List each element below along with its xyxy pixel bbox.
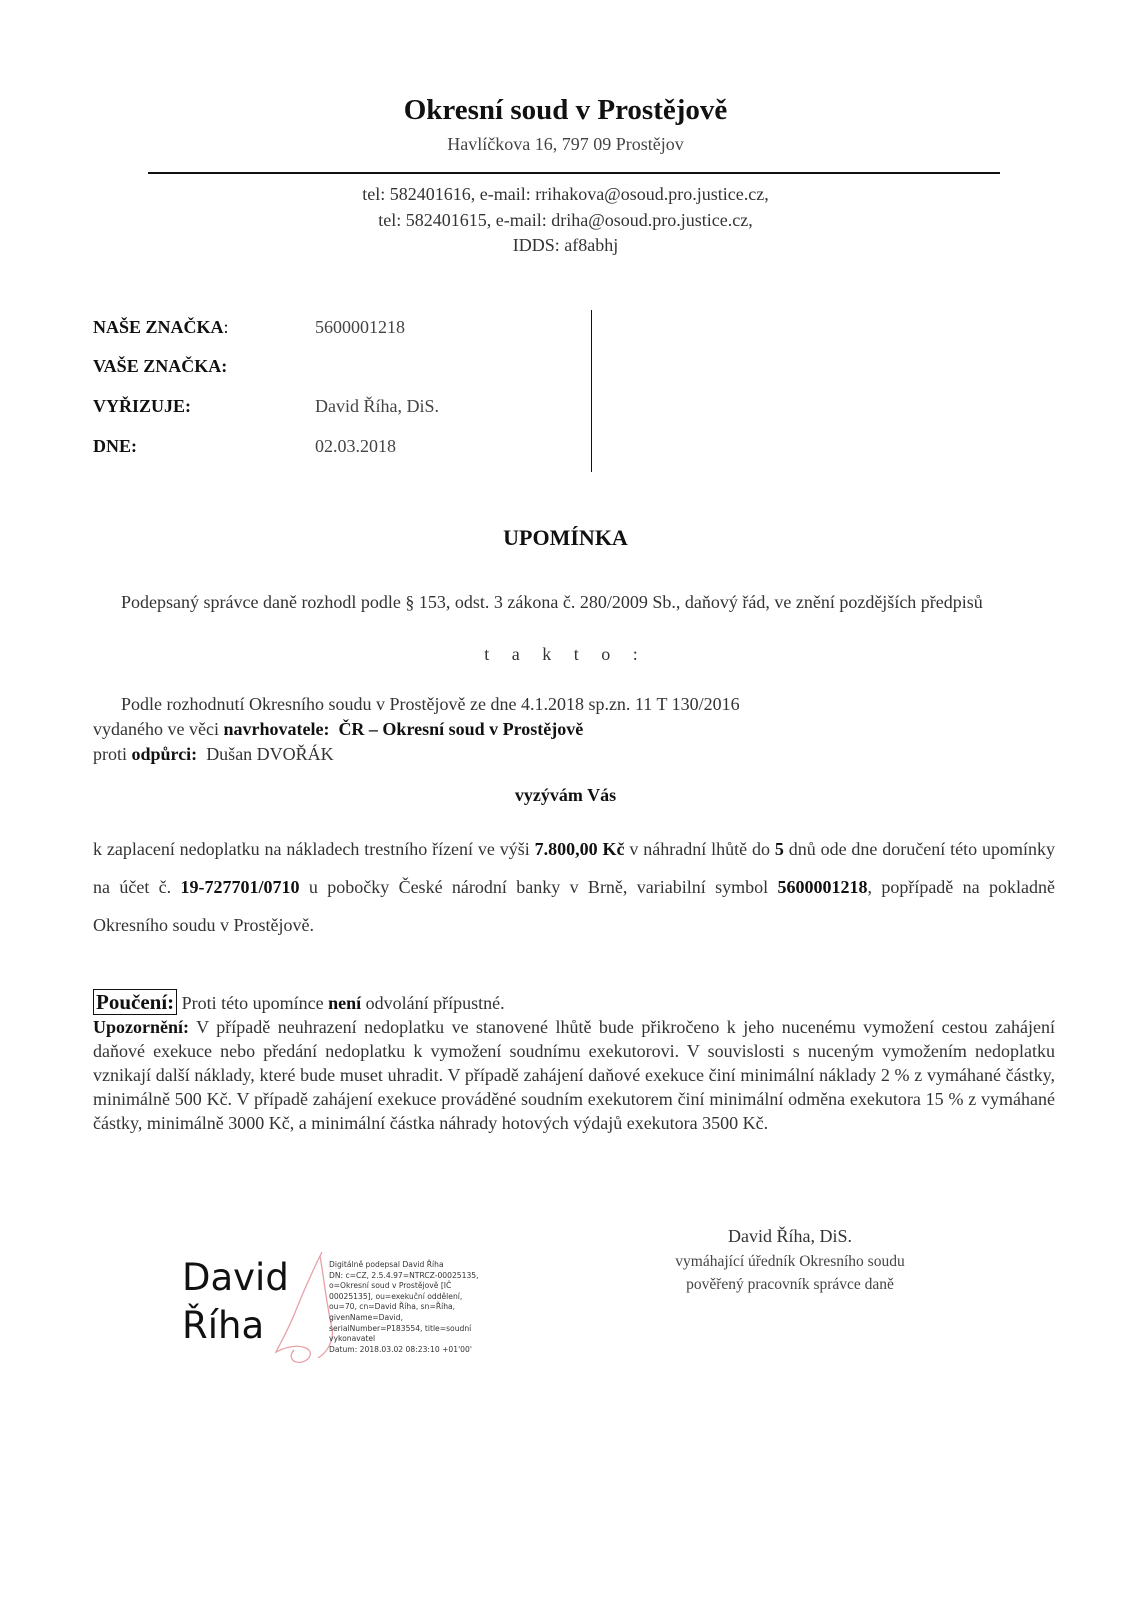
digital-signature-line: ou=70, cn=David Říha, sn=Říha, <box>329 1302 456 1312</box>
decision-line-1: Podle rozhodnutí Okresního soudu v Prostějově ze dne 4.1.2018 sp.zn. 11 T 130/2016 <box>121 694 740 714</box>
warning-label: Upozornění: <box>93 1017 189 1037</box>
court-name: Okresní soud v Prostějově <box>403 94 728 126</box>
account-number: 19-727701/0710 <box>180 877 300 897</box>
handled-by-label: VYŘIZUJE: <box>93 396 192 416</box>
header-divider <box>148 172 1000 174</box>
your-ref-label: VAŠE ZNAČKA: <box>93 356 228 376</box>
signatory-name: David Říha, DiS. <box>728 1226 852 1246</box>
date-value: 02.03.2018 <box>315 436 396 456</box>
digital-signature-name-1: David <box>182 1256 289 1299</box>
instruction-line: Poučení: Proti této upomínce není odvolání přípustné. <box>93 990 1055 1015</box>
our-ref-value: 5600001218 <box>315 317 405 337</box>
deadline-days: 5 <box>774 839 784 859</box>
handled-by-value: David Říha, DiS. <box>315 396 439 416</box>
digital-signature-line: DN: c=CZ, 2.5.4.97=NTRCZ-00025135, <box>329 1270 479 1280</box>
digital-signature-name-2: Říha <box>182 1304 265 1347</box>
variable-symbol: 5600001218 <box>777 877 868 897</box>
digital-signature-line: givenName=David, <box>329 1312 404 1322</box>
warning-paragraph: Upozornění: V případě neuhrazení nedoplatku ve stanovené lhůtě bude přikročeno k jeho nucenému vymožení cestou zahájení daňové exekuce nebo předání nedoplatku k vymožení soudnímu exekutorovi. V souvislosti s nuceným vymožením nedoplatku vznikají další náklady, které bude muset uhradit. V případě zahájení daňové exekuce činí minimální náklady 2 % z vymáhané částky, minimálně 500 Kč. V případě zahájení exekuce prováděné soudním exekutorem činí minimální odměna exekutora 15 % z vymáhané částky, minimálně 3000 Kč, a minimální částka náhrady hotových výdajů exekutora 3500 Kč. <box>93 1017 1055 1133</box>
summons-heading: vyzývám Vás <box>514 785 617 805</box>
digital-signature-line: Datum: 2018.03.02 08:23:10 +01'00' <box>329 1344 472 1354</box>
contact-line-3: IDDS: af8abhj <box>512 235 619 255</box>
digital-signature-line: o=Okresní soud v Prostějově [IČ <box>329 1281 452 1291</box>
digital-signature-line: Digitálně podepsal David Říha <box>329 1260 444 1269</box>
intro-paragraph: Podepsaný správce daně rozhodl podle § 153, odst. 3 zákona č. 280/2009 Sb., daňový řád, ve znění pozdějších předpisů <box>121 592 983 612</box>
payment-paragraph: k zaplacení nedoplatku na nákladech trestního řízení ve výši 7.800,00 Kč v náhradní lhůtě do 5 dnů ode dne doručení této upomínky na účet č. 19-727701/0710 u pobočky České národní banky v Brně, variabilní symbol 5600001218, popřípadě na pokladně Okresního soudu v Prostějově. <box>93 839 1055 935</box>
contact-line-2: tel: 582401615, e-mail: driha@osoud.pro.justice.cz, <box>378 210 753 230</box>
digital-signature-line: serialNumber=P183554, title=soudní <box>329 1323 472 1333</box>
digital-signature-line: vykonavatel <box>329 1334 376 1344</box>
our-ref-label: NAŠE ZNAČKA: <box>93 317 229 337</box>
document-title: UPOMÍNKA <box>503 525 628 550</box>
decision-paragraph <box>93 692 1055 767</box>
digital-signature-line: 00025135], ou=exekuční oddělení, <box>329 1291 463 1301</box>
digital-signature-details <box>329 1260 489 1355</box>
signatory-role-2: pověřený pracovník správce daně <box>686 1276 894 1293</box>
takto-line: t a k t o : <box>484 644 647 664</box>
signatory-role-1: vymáhající úředník Okresního soudu <box>675 1253 905 1270</box>
date-label: DNE: <box>93 436 137 456</box>
instruction-label: Poučení: <box>93 989 177 1015</box>
court-address: Havlíčkova 16, 797 09 Prostějov <box>447 134 684 154</box>
contact-line-1: tel: 582401616, e-mail: rrihakova@osoud.pro.justice.cz, <box>362 184 769 204</box>
amount: 7.800,00 Kč <box>534 839 625 859</box>
decision-line-3: proti odpůrci: Dušan DVOŘÁK <box>93 744 334 764</box>
decision-line-2: vydaného ve věci navrhovatele: ČR – Okresní soud v Prostějově <box>93 719 584 739</box>
reference-divider <box>591 310 592 472</box>
notice-section <box>93 990 1055 1135</box>
